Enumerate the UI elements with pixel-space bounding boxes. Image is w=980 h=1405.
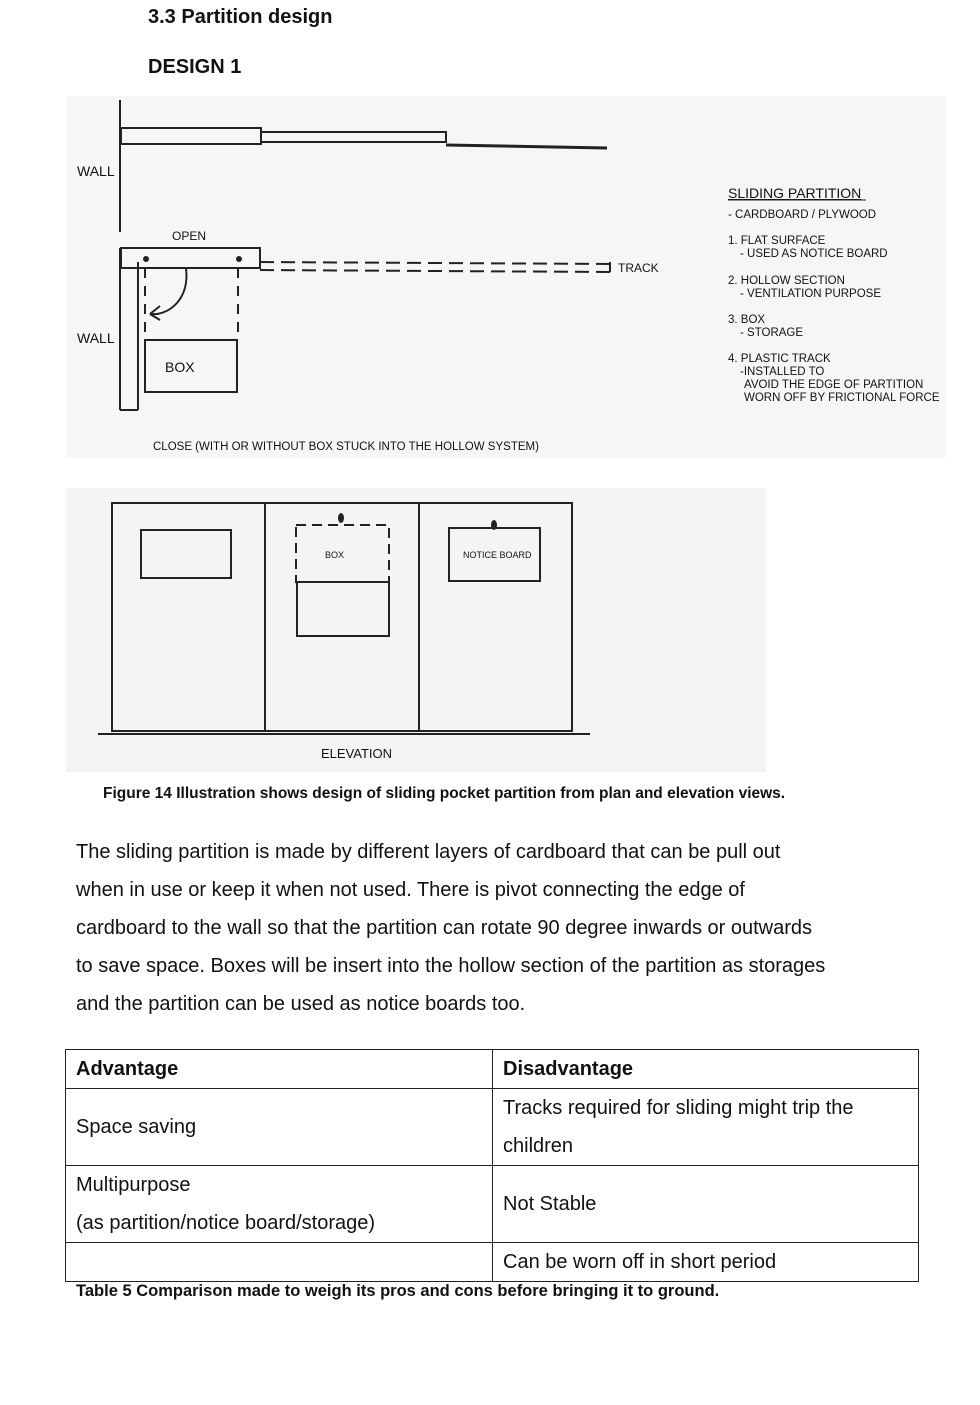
paragraph-line: cardboard to the wall so that the partition can rotate 90 degree inwards or outwards bbox=[76, 917, 812, 939]
paragraph-line: to save space. Boxes will be insert into the hollow section of the partition as storages bbox=[76, 955, 826, 977]
legend-line: WORN OFF BY FRICTIONAL FORCE bbox=[744, 392, 940, 404]
cell-advantage bbox=[66, 1166, 493, 1243]
body-paragraph bbox=[76, 833, 916, 1023]
table-header-row bbox=[66, 1050, 919, 1089]
label-elevation-notice: NOTICE BOARD bbox=[463, 550, 532, 560]
cell-line: Multipurpose bbox=[76, 1174, 191, 1196]
cell-disadvantage bbox=[493, 1243, 919, 1282]
elevation-pin-box bbox=[338, 513, 344, 523]
figure-caption: Figure 14 Illustration shows design of sliding pocket partition from plan and elevation views. bbox=[103, 785, 786, 802]
label-elevation: ELEVATION bbox=[321, 746, 393, 761]
legend-line: AVOID THE EDGE OF PARTITION bbox=[744, 379, 924, 391]
legend-line: - USED AS NOTICE BOARD bbox=[740, 248, 888, 260]
label-box: BOX bbox=[165, 359, 195, 375]
pivot-left bbox=[143, 256, 149, 262]
paragraph-line: The sliding partition is made by different layers of cardboard that can be pull out bbox=[76, 841, 781, 863]
label-open: OPEN bbox=[172, 229, 207, 243]
paragraph-line: and the partition can be used as notice boards too. bbox=[76, 993, 526, 1015]
cell-disadvantage bbox=[493, 1089, 919, 1166]
legend-line: 2. HOLLOW SECTION bbox=[728, 275, 845, 287]
cell-advantage bbox=[66, 1089, 493, 1166]
comparison-table bbox=[65, 1049, 919, 1282]
legend-line: - VENTILATION PURPOSE bbox=[740, 288, 882, 300]
pivot-right bbox=[236, 256, 242, 262]
paragraph-line: when in use or keep it when not used. There is pivot connecting the edge of bbox=[76, 879, 745, 901]
table-row bbox=[66, 1243, 919, 1282]
header-disadvantage: Disadvantage bbox=[493, 1050, 919, 1089]
cell-line: (as partition/notice board/storage) bbox=[76, 1212, 376, 1234]
header-advantage: Advantage bbox=[66, 1050, 493, 1089]
legend-title: SLIDING PARTITION bbox=[728, 185, 862, 201]
cell-line: Tracks required for sliding might trip the bbox=[503, 1097, 854, 1119]
cell-disadvantage bbox=[493, 1166, 919, 1243]
table-row bbox=[66, 1089, 919, 1166]
elevation-pin-notice bbox=[491, 520, 497, 530]
label-close-note: CLOSE (WITH OR WITHOUT BOX STUCK INTO THE HOLLOW SYSTEM) bbox=[153, 441, 539, 453]
table-caption: Table 5 Comparison made to weigh its pros and cons before bringing it to ground. bbox=[76, 1282, 720, 1300]
table-row bbox=[66, 1166, 919, 1243]
design-heading: DESIGN 1 bbox=[148, 56, 242, 78]
legend-line: - STORAGE bbox=[740, 327, 804, 339]
cell-line: Space saving bbox=[76, 1116, 197, 1138]
legend-line: -INSTALLED TO bbox=[740, 366, 825, 378]
label-track: TRACK bbox=[618, 261, 659, 275]
legend-line: 1. FLAT SURFACE bbox=[728, 235, 826, 247]
label-wall-bottom: WALL bbox=[77, 330, 115, 346]
cell-advantage bbox=[66, 1243, 493, 1282]
label-elevation-box: BOX bbox=[325, 550, 345, 560]
cell-line: children bbox=[503, 1135, 574, 1157]
legend-line: 4. PLASTIC TRACK bbox=[728, 353, 831, 365]
legend-line: 3. BOX bbox=[728, 314, 766, 326]
cell-line: Not Stable bbox=[503, 1193, 597, 1215]
section-heading: 3.3 Partition design bbox=[148, 6, 333, 28]
legend-line: - CARDBOARD / PLYWOOD bbox=[728, 209, 877, 221]
label-wall-top: WALL bbox=[77, 163, 115, 179]
cell-line: Can be worn off in short period bbox=[503, 1251, 777, 1273]
